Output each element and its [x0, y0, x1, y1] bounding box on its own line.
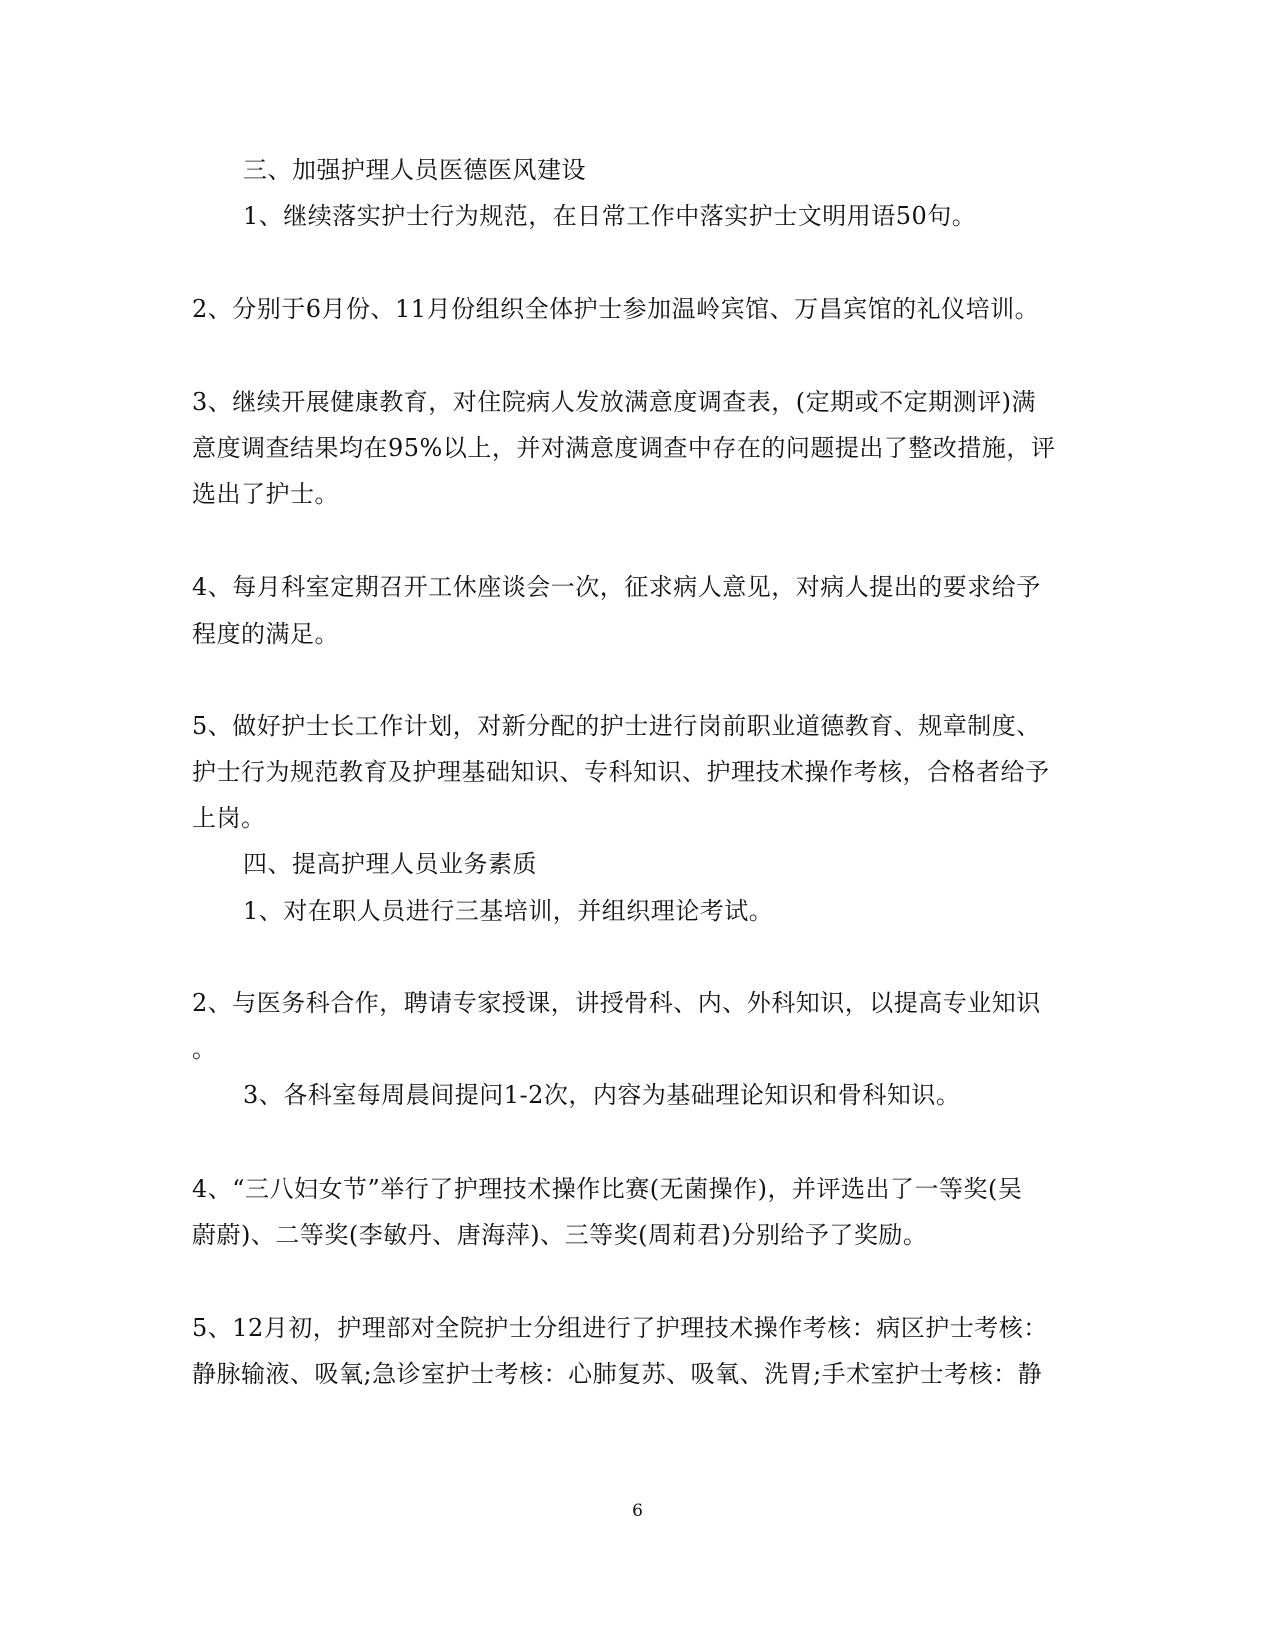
- paragraph-line: 选出了护士。: [192, 480, 339, 508]
- section-heading-3: 三、加强护理人员医德医风建设: [243, 156, 586, 184]
- paragraph-line: 5、做好护士长工作计划，对新分配的护士进行岗前职业道德教育、规章制度、: [192, 712, 1041, 740]
- paragraph-line: 4、每月科室定期召开工休座谈会一次，征求病人意见，对病人提出的要求给予: [192, 573, 1041, 601]
- section-heading-4: 四、提高护理人员业务素质: [243, 850, 537, 878]
- paragraph-line: 上岗。: [192, 804, 266, 832]
- paragraph-line: 护士行为规范教育及护理基础知识、专科知识、护理技术操作考核，合格者给予: [192, 758, 1050, 786]
- paragraph-line: 1、对在职人员进行三基培训，并组织理论考试。: [243, 897, 774, 925]
- page-number: 6: [632, 1501, 643, 1521]
- paragraph-line: 静脉输液、吸氧;急诊室护士考核：心肺复苏、吸氧、洗胃;手术室护士考核：静: [192, 1360, 1043, 1388]
- paragraph-line: 意度调查结果均在95%以上，并对满意度调查中存在的问题提出了整改措施，评: [192, 434, 1056, 462]
- paragraph-line: 3、继续开展健康教育，对住院病人发放满意度调查表，(定期或不定期测评)满: [192, 388, 1036, 416]
- paragraph-line: 5、12月初，护理部对全院护士分组进行了护理技术操作考核：病区护士考核：: [192, 1314, 1048, 1342]
- paragraph-line: 2、分别于6月份、11月份组织全体护士参加温岭宾馆、万昌宾馆的礼仪培训。: [192, 295, 1040, 323]
- paragraph-line: 2、与医务科合作，聘请专家授课，讲授骨科、内、外科知识，以提高专业知识: [192, 989, 1041, 1017]
- paragraph-line: 蔚蔚)、二等奖(李敏丹、唐海萍)、三等奖(周莉君)分别给予了奖励。: [192, 1221, 928, 1249]
- paragraph-line: 程度的满足。: [192, 620, 339, 648]
- paragraph-line: 。: [192, 1035, 217, 1063]
- paragraph-line: 3、各科室每周晨间提问1-2次，内容为基础理论知识和骨科知识。: [243, 1081, 961, 1109]
- paragraph-line: 1、继续落实护士行为规范，在日常工作中落实护士文明用语50句。: [243, 202, 977, 230]
- paragraph-line: 4、“三八妇女节”举行了护理技术操作比赛(无菌操作)，并评选出了一等奖(吴: [192, 1175, 1023, 1203]
